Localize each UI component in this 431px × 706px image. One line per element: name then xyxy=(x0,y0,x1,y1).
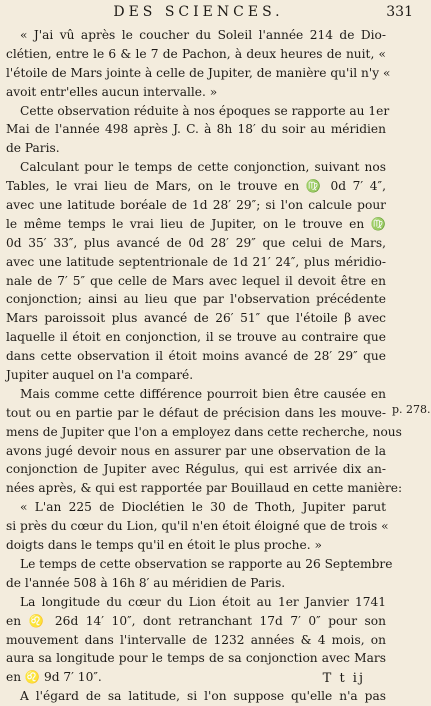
text-line: Mars paroissoit plus avancé de 26′ 51″ que l'étoile β avec xyxy=(6,311,386,326)
text-line: doigts dans le temps qu'il en étoit le plus proche. » xyxy=(6,538,322,553)
text-line: Cette observation réduite à nos époques se rapporte au 1er xyxy=(20,103,390,118)
text-line: mens de Jupiter que l'on a employez dans cette recherche, nous xyxy=(6,424,402,439)
text-line: avoit entr'elles aucun intervalle. » xyxy=(6,84,218,99)
text-line: Le temps de cette observation se rapporte au 26 Septembre xyxy=(20,556,393,571)
text-line: conjonction; ainsi au lieu que par l'observation précédente xyxy=(6,292,386,307)
text-line: avec une latitude septentrionale de 1d 21′ 24″, plus méridio- xyxy=(6,254,386,269)
text-line: en ♌ 26d 14′ 10″, dont retranchant 17d 7′ 0″ pour son xyxy=(6,613,386,628)
text-line: nale de 7′ 5″ que celle de Mars avec lequel il devoit être en xyxy=(6,273,386,288)
margin-note: p. 278. xyxy=(392,403,431,416)
text-line: laquelle il étoit en conjonction, il se trouve au contraire que xyxy=(6,330,386,345)
text-line: 0d 35′ 33″, plus avancé de 0d 28′ 29″ que celui de Mars, xyxy=(6,235,386,250)
signature-mark: T t ij xyxy=(322,671,365,686)
running-head: DES SCIENCES. xyxy=(113,4,284,20)
text-line: le même temps le vrai lieu de Jupiter, on le trouve en ♍ xyxy=(6,216,386,231)
text-line: Tables, le vrai lieu de Mars, on le trouve en ♍ 0d 7′ 4″, xyxy=(6,179,386,194)
text-line: Mai de l'année 498 après J. C. à 8h 18′ du soir au méridien xyxy=(6,122,386,137)
text-line: « J'ai vû après le coucher du Soleil l'année 214 de Dio- xyxy=(20,28,386,42)
text-line: l'étoile de Mars jointe à celle de Jupiter, de manière qu'il n'y « xyxy=(6,65,391,80)
text-line: conjonction de Jupiter avec Régulus, qui est arrivée dix an- xyxy=(6,462,386,477)
text-line: dans cette observation il étoit moins avancé de 28′ 29″ que xyxy=(6,349,386,364)
text-line: mouvement dans l'intervalle de 1232 années & 4 mois, on xyxy=(6,632,386,647)
text-line: clétien, entre le 6 & le 7 de Pachon, à deux heures de nuit, « xyxy=(6,46,386,61)
text-line: Calculant pour le temps de cette conjonction, suivant nos xyxy=(20,160,386,175)
text-line: « L'an 225 de Dioclétien le 30 de Thoth, Jupiter parut xyxy=(20,500,386,515)
text-line: A l'égard de sa latitude, si l'on suppose qu'elle n'a pas xyxy=(20,689,386,704)
body-text xyxy=(6,26,403,706)
page-header xyxy=(0,4,425,26)
text-line: avec une latitude boréale de 1d 28′ 29″; si l'on calcule pour xyxy=(6,198,386,213)
text-line: avons jugé devoir nous en assurer par une observation de la xyxy=(6,443,386,458)
text-line: aura sa longitude pour le temps de sa conjonction avec Mars xyxy=(6,651,386,666)
text-line: nées après, & qui est rapportée par Bouillaud en cette manière: xyxy=(6,481,403,496)
text-line: de Paris. xyxy=(6,141,60,156)
page-number: 331 xyxy=(386,4,413,20)
text-line: La longitude du cœur du Lion étoit au 1er Janvier 1741 xyxy=(20,594,386,609)
text-line: tout ou en partie par le défaut de précision dans les mouve- xyxy=(6,405,386,420)
text-line: en ♌ 9d 7′ 10″. xyxy=(6,670,102,685)
text-line: Mais comme cette différence pourroit bien être causée en xyxy=(20,386,386,401)
text-line: si près du cœur du Lion, qu'il n'en étoit éloigné que de trois « xyxy=(6,519,389,534)
text-line: Jupiter auquel on l'a comparé. xyxy=(6,368,194,383)
text-line: de l'année 508 à 16h 8′ au méridien de Paris. xyxy=(6,575,286,590)
